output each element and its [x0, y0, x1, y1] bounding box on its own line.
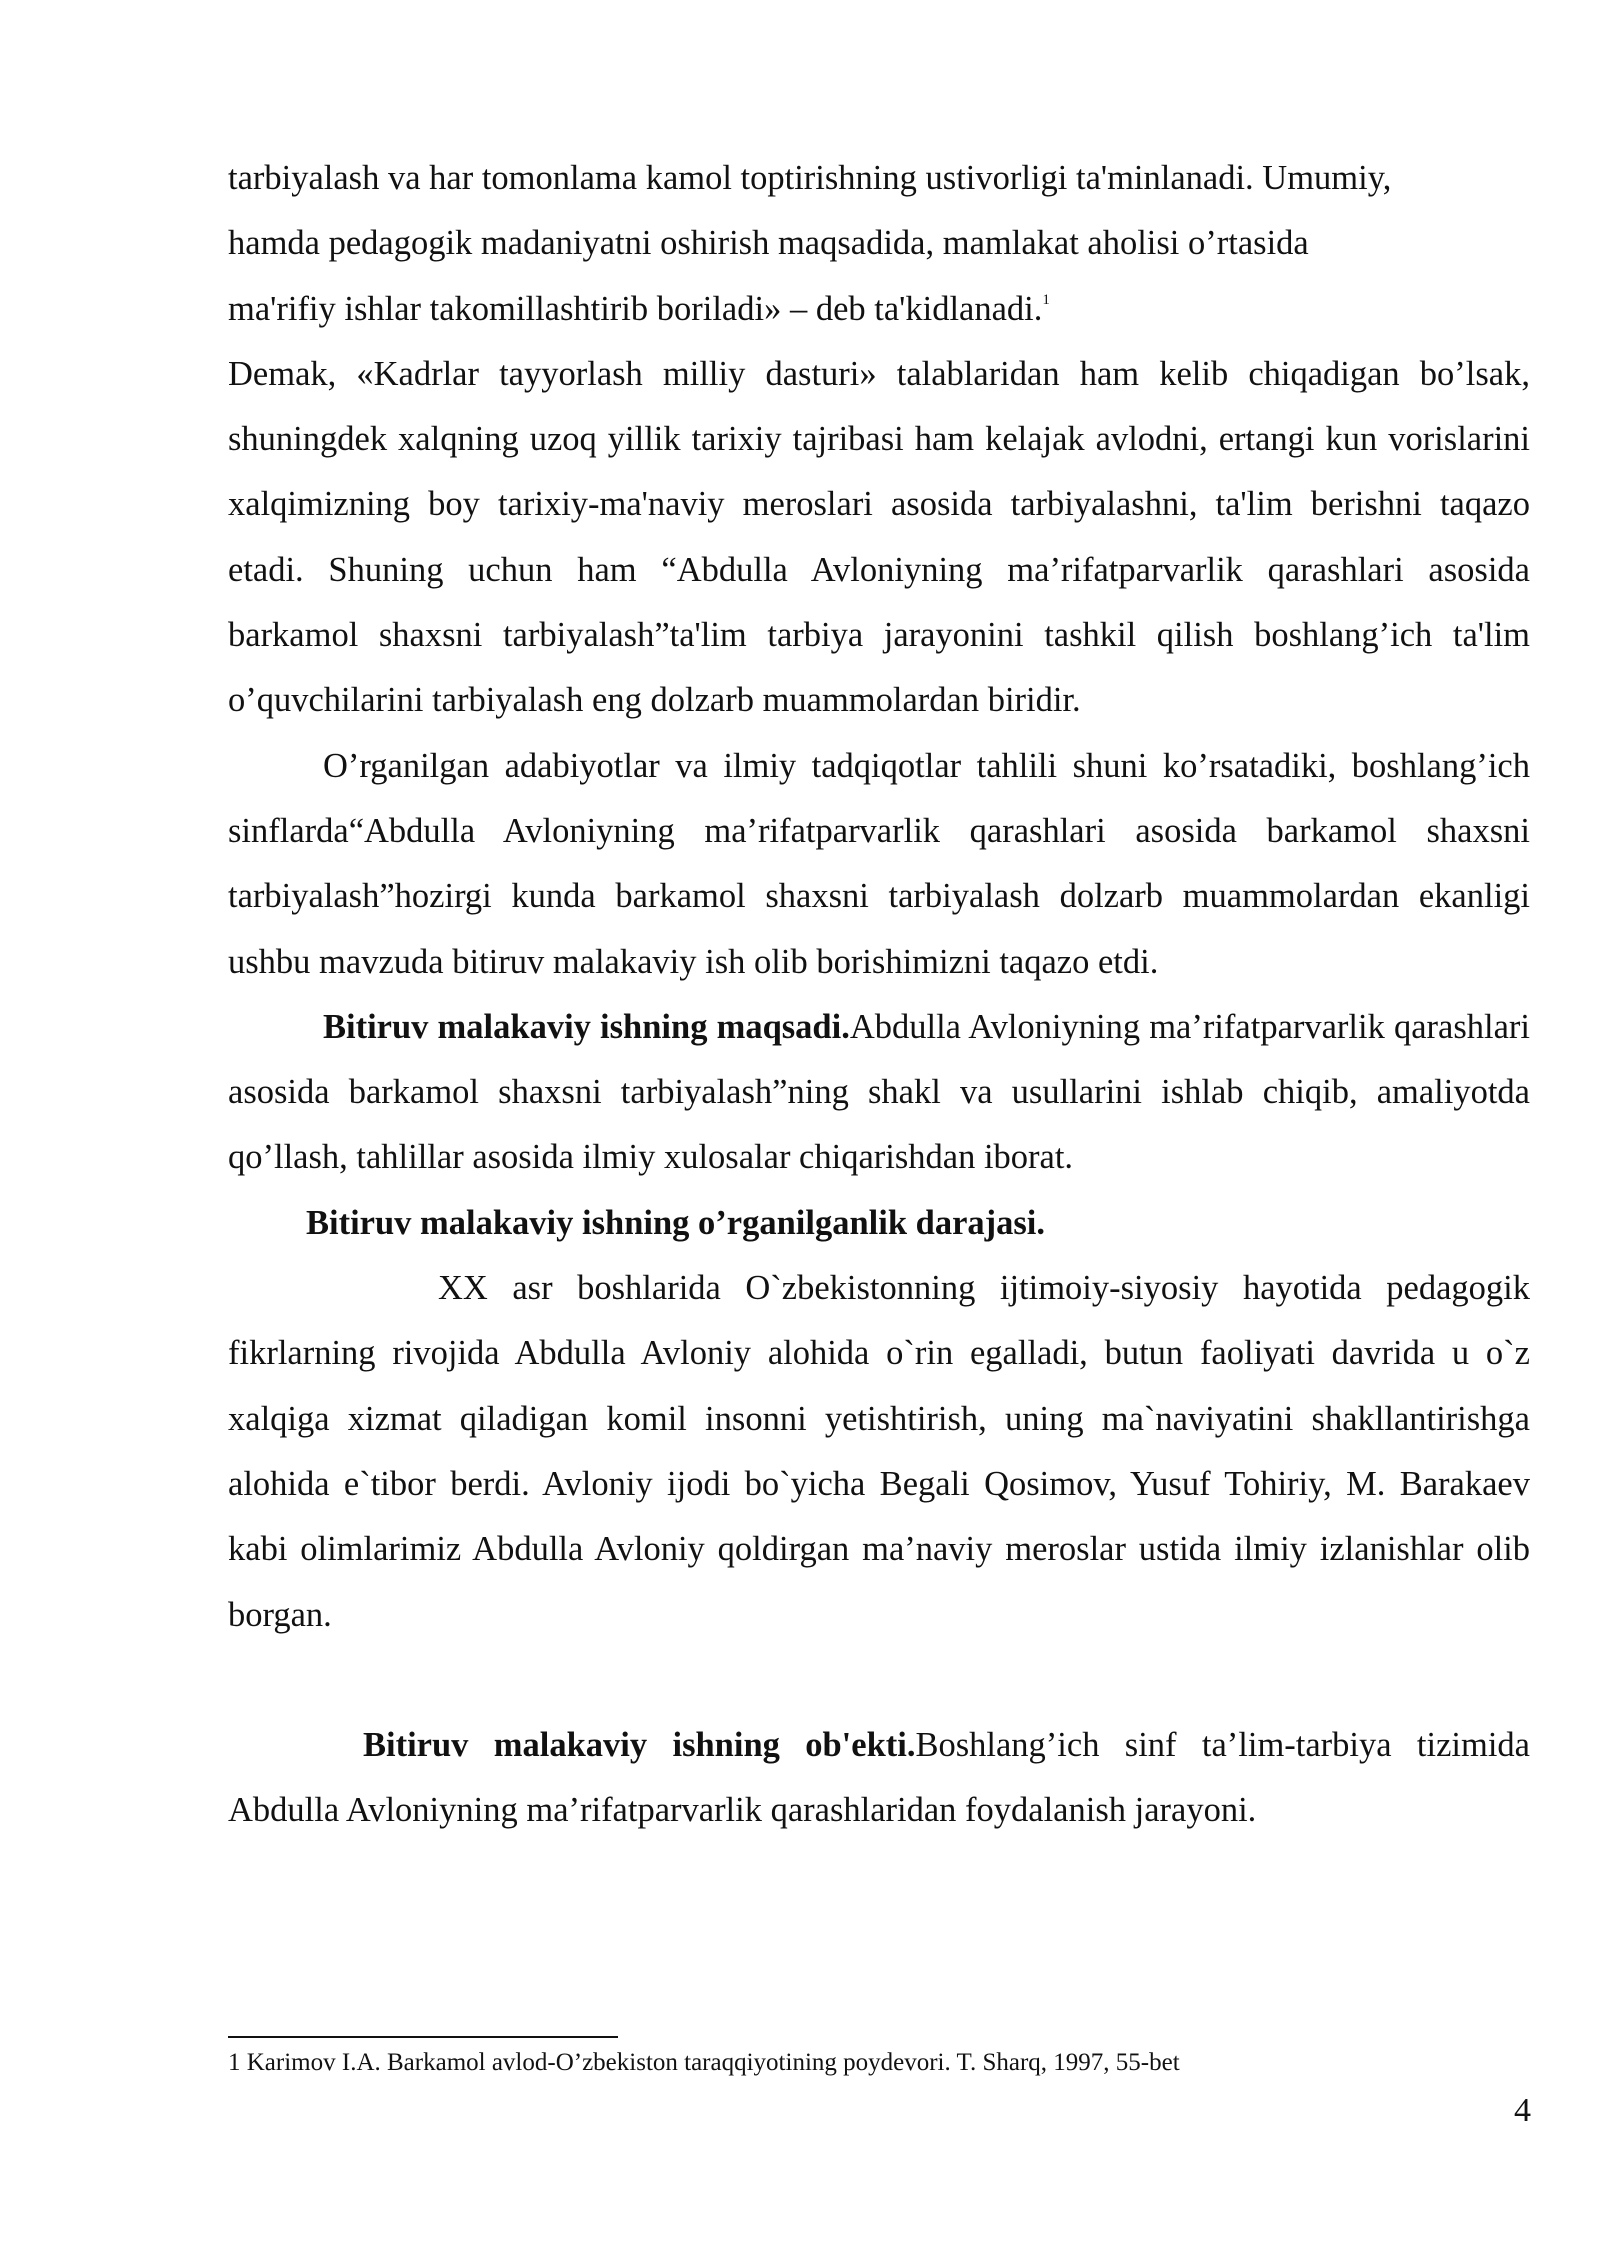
paragraph-1-line-3 — [228, 277, 1530, 342]
paragraph-1-line-1: tarbiyalash va har tomonlama kamol toptirishning ustivorligi ta'minlanadi. Umumiy, — [228, 159, 1392, 197]
study-level-heading: Bitiruv malakaviy ishning o’rganilganlik darajasi. — [306, 1203, 1046, 1242]
paragraph-gap — [228, 1648, 1530, 1713]
object-heading: Bitiruv malakaviy ishning ob'ekti. — [363, 1725, 916, 1764]
aim-text: Abdulla Avloniyning ma’rifatparvarlik qarashlari asosida barkamol shaxsni tarbiyalash”ning shakl va usullarini ishlab chiqib, amaliyotda qo’llash, tahlillar asosida ilmiy xulosalar chiqarishdan iborat. — [228, 1007, 1530, 1177]
paragraph-2: Demak, «Kadrlar tayyorlash milliy dasturi» talablaridan ham kelib chiqadigan bo’lsak, shuningdek xalqning uzoq yillik tarixiy tajribasi ham kelajak avlodni, ertangi kun vorislarini xalqimizning boy tarixiy-ma'naviy meroslari asosida tarbiyalashni, ta'lim berishni taqazo etadi. Shuning uchun ham “Abdulla Avloniyning ma’rifatparvarlik qarashlari asosida barkamol shaxsni tarbiyalash”ta'lim tarbiya jarayonini tashkil qilish boshlang’ich ta'lim o’quvchilarini tarbiyalash eng dolzarb muammolardan biridir. — [228, 354, 1530, 720]
paragraph-5 — [228, 1191, 1530, 1256]
paragraph-1-line-2: hamda pedagogik madaniyatni oshirish maqsadida, mamlakat aholisi o’rtasida — [228, 224, 1309, 263]
paragraph-1-line-3-text: ma'rifiy ishlar takomillashtirib boriladi» – deb ta'kidlanadi. — [228, 289, 1043, 328]
body-text — [228, 146, 1530, 1843]
object-text: Boshlang’ich sinf ta’lim-tarbiya tizimida Abdulla Avloniyning ma’rifatparvarlik qarashlaridan foydalanish jarayoni. — [228, 1725, 1530, 1830]
footnote-separator — [228, 2036, 618, 2038]
paragraph-3: O’rganilgan adabiyotlar va ilmiy tadqiqotlar tahlili shuni ko’rsatadiki, boshlang’ich sinflarda“Abdulla Avloniyning ma’rifatparvarlik qarashlari asosida barkamol shaxsni tarbiyalash”hozirgi kunda barkamol shaxsni tarbiyalash dolzarb muammolardan ekanligi ushbu mavzuda bitiruv malakaviy ish olib borishimizni taqazo etdi. — [228, 746, 1530, 981]
footnote: 1 Karimov I.A. Barkamol avlod-O’zbekiston taraqqiyotining poydevori. T. Sharq, 1997, 55-bet — [228, 2049, 1180, 2076]
paragraph-7 — [228, 1713, 1530, 1844]
page-number: 4 — [1514, 2092, 1531, 2129]
footnote-reference: 1 — [1042, 291, 1050, 308]
paragraph-4 — [228, 995, 1530, 1191]
aim-heading: Bitiruv malakaviy ishning maqsadi. — [323, 1007, 850, 1046]
paragraph-6: XX asr boshlarida O`zbekistonning ijtimoiy-siyosiy hayotida pedagogik fikrlarning rivojida Abdulla Avloniy alohida o`rin egalladi, butun faoliyati davrida u o`z xalqiga xizmat qiladigan komil insonni yetishtirish, uning ma`naviyatini shakllantirishga alohida e`tibor berdi. Avloniy ijodi bo`yicha Begali Qosimov, Yusuf Tohiriy, M. Barakaev kabi olimlarimiz Abdulla Avloniy qoldirgan ma’naviy meroslar ustida ilmiy izlanishlar olib borgan. — [228, 1269, 1530, 1634]
